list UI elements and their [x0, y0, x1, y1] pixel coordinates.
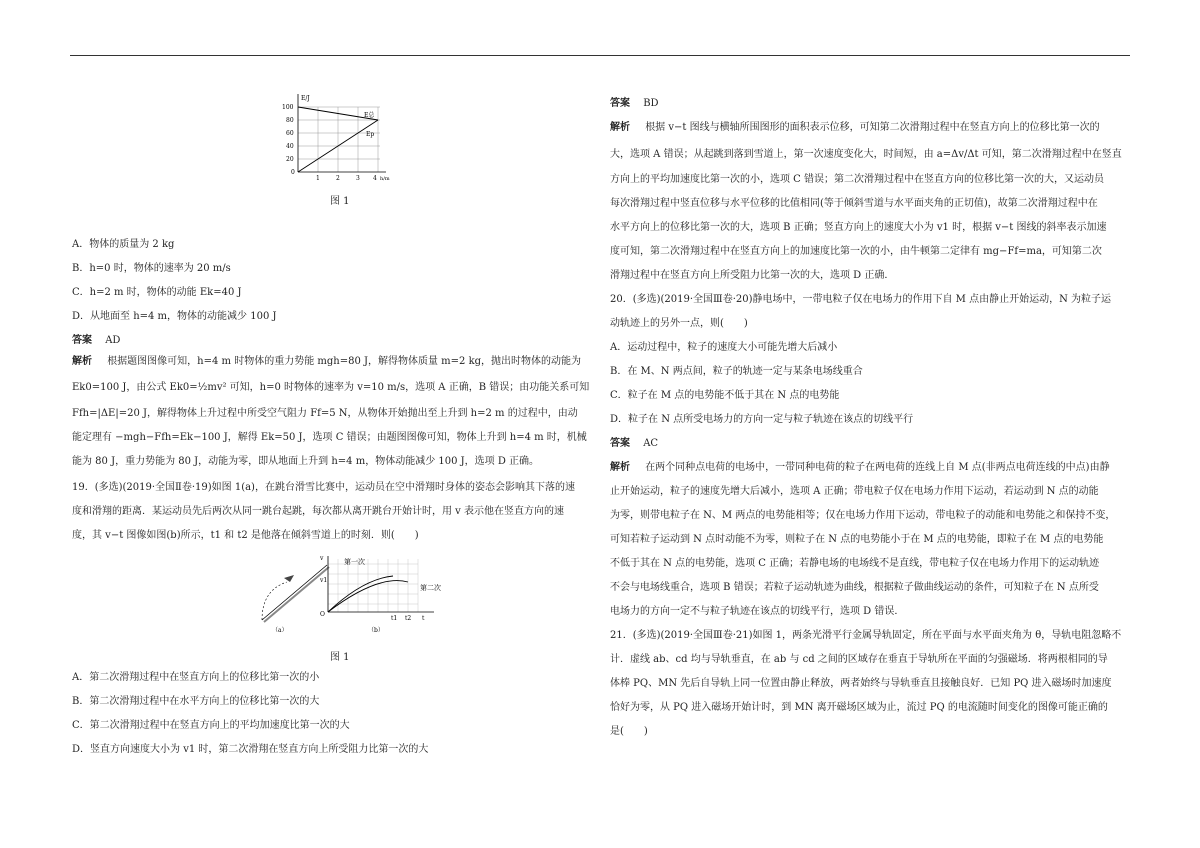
answer-label: 答案 [610, 438, 630, 449]
option-b: B．h=0 时，物体的速率为 20 m/s [72, 263, 231, 274]
vt-graph [308, 554, 468, 634]
analysis-line: 大，选项 A 错误；从起跳到落到雪道上，第一次速度变化大，时间短，由 a=Δv/Δt 可知，第二次滑翔过程中在竖直 [610, 149, 1122, 160]
analysis-line: 为零，则带电粒子在 N、M 两点的电势能相等；仅在电场力作用下运动，带电粒子的动能和电势能之和保持不变， [610, 510, 1116, 521]
analysis-label: 解析 [610, 462, 630, 473]
energy-height-graph [280, 92, 390, 184]
svg-text:（b）: （b） [368, 627, 384, 634]
option-a: A．物体的质量为 2 kg [72, 239, 175, 250]
question-stem: 是( ) [610, 726, 648, 737]
analysis-line: 方向上的平均加速度比第一次的小，选项 C 错误；第二次滑翔过程中在竖直方向的位移比第一次的大，又运动员 [610, 174, 1105, 185]
option-b: B．第二次滑翔过程中在水平方向上的位移比第一次的大 [72, 696, 320, 707]
svg-text:0: 0 [291, 169, 295, 176]
analysis-line: 止开始运动，粒子的速度先增大后减小，选项 A 正确；带电粒子仅在电场力作用下运动，若运动到 N 点的动能 [610, 486, 1099, 497]
option-c: C．h=2 m 时，物体的动能 Ek=40 J [72, 287, 242, 298]
question-stem: 度和滑翔的距离．某运动员先后两次从同一跳台起跳，每次都从离开跳台开始计时，用 v 表示他在竖直方向的速 [72, 506, 565, 517]
option-c: C．第二次滑翔过程中在竖直方向上的平均加速度比第一次的大 [72, 720, 350, 731]
svg-text:2: 2 [336, 175, 340, 182]
svg-text:80: 80 [286, 117, 294, 124]
analysis-line: 可知若粒子运动到 N 点时动能不为零，则粒子在 N 点的电势能小于在 M 点的电势能，即粒子在 M 点的电势能 [610, 534, 1104, 545]
question-stem: 21．(多选)(2019·全国Ⅲ卷·21)如图 1，两条光滑平行金属导轨固定，所在平面与水平面夹角为 θ，导轨电阻忽略不 [610, 630, 1122, 641]
answer-line [72, 334, 120, 348]
analysis-label: 解析 [72, 356, 92, 367]
svg-text:E/J: E/J [301, 95, 310, 102]
question-stem: 体棒 PQ、MN 先后自导轨上同一位置由静止释放，两者始终与导轨垂直且接触良好．已知 PQ 进入磁场时加速度 [610, 678, 1112, 689]
analysis-line: 水平方向上的位移比第一次的大，选项 B 正确；竖直方向上的速度大小为 v1 时，根据 v−t 图线的斜率表示加速 [610, 222, 1107, 233]
option-d: D．竖直方向速度大小为 v1 时，第二次滑翔在竖直方向上所受阻力比第一次的大 [72, 744, 429, 755]
svg-text:O: O [320, 611, 325, 618]
analysis-label: 解析 [610, 122, 630, 133]
svg-text:100: 100 [282, 104, 294, 111]
svg-text:第一次: 第一次 [344, 558, 365, 566]
answer-value: BD [643, 98, 659, 109]
answer-line [610, 97, 659, 111]
question-stem: 计．虚线 ab、cd 均与导轨垂直，在 ab 与 cd 之间的区域存在垂直于导轨所在平面的匀强磁场．将两根相同的导 [610, 654, 1108, 665]
svg-text:1: 1 [316, 175, 320, 182]
analysis-line: 不低于其在 N 点的电势能，选项 C 正确；若静电场的电场线不是直线，带电粒子仅在电场力作用下的运动轨迹 [610, 558, 1100, 569]
analysis-line: Ek0=100 J，由公式 Ek0=½mv² 可知，h=0 时物体的速率为 v=10 m/s，选项 A 正确，B 错误；由功能关系可知 [72, 382, 590, 393]
svg-text:v: v [320, 555, 324, 562]
svg-text:E总: E总 [364, 112, 375, 119]
svg-text:60: 60 [286, 130, 294, 137]
analysis-line: 每次滑翔过程中竖直位移与水平位移的比值相同(等于倾斜雪道与水平面夹角的正切值)，故第二次滑翔过程中在 [610, 198, 1098, 209]
svg-text:20: 20 [286, 156, 294, 163]
option-d: D．从地面至 h=4 m，物体的动能减少 100 J [72, 311, 277, 322]
option-a: A．第二次滑翔过程中在竖直方向上的位移比第一次的小 [72, 672, 320, 683]
option-c: C．粒子在 M 点的电势能不低于其在 N 点的电势能 [610, 390, 840, 401]
svg-text:t: t [422, 615, 425, 622]
answer-value: AC [643, 438, 659, 449]
svg-text:h/m: h/m [380, 176, 390, 182]
svg-text:（a）: （a） [272, 627, 288, 632]
option-a: A．运动过程中，粒子的速度大小可能先增大后减小 [610, 342, 838, 353]
answer-value: AD [105, 335, 121, 346]
header-rule [70, 55, 1130, 56]
analysis-line: 能为 80 J，重力势能为 80 J，动能为零，即从地面上升到 h=4 m，物体动能减少 100 J，选项 D 正确。 [72, 456, 540, 467]
svg-text:第二次: 第二次 [420, 584, 441, 592]
svg-text:40: 40 [286, 143, 294, 150]
analysis-line: 电场力的方向一定不与粒子轨迹在该点的切线平行，选项 D 错误． [610, 606, 905, 617]
question-stem: 恰好为零，从 PQ 进入磁场开始计时，到 MN 离开磁场区域为止，流过 PQ 的电流随时间变化的图像可能正确的 [610, 702, 1108, 713]
answer-label: 答案 [72, 335, 92, 346]
question-stem: 19．(多选)(2019·全国Ⅱ卷·19)如图 1(a)，在跳台滑雪比赛中，运动员在空中滑翔时身体的姿态会影响其下落的速 [72, 482, 575, 493]
analysis-line: 解析 根据题图图像可知，h=4 m 时物体的重力势能 mgh=80 J，解得物体质量 m=2 kg，抛出时物体的动能为 [72, 356, 582, 367]
answer-label: 答案 [610, 98, 630, 109]
fig-caption: 图 1 [330, 196, 350, 207]
analysis-line: 解析 根据 v−t 图线与横轴所围图形的面积表示位移，可知第二次滑翔过程中在竖直方向上的位移比第一次的 [610, 122, 1100, 133]
option-b: B．在 M、N 两点间，粒子的轨迹一定与某条电场线重合 [610, 366, 863, 377]
option-d: D．粒子在 N 点所受电场力的方向一定与粒子轨迹在该点的切线平行 [610, 414, 914, 425]
analysis-line: 滑翔过程中在竖直方向上所受阻力比第一次的大，选项 D 正确． [610, 270, 895, 281]
svg-text:3: 3 [356, 175, 360, 182]
question-stem: 动轨迹上的另外一点，则( ) [610, 318, 748, 329]
fig-caption: 图 1 [330, 652, 350, 663]
question-stem: 20．(多选)(2019·全国Ⅲ卷·20)静电场中，一带电粒子仅在电场力的作用下自 M 点由静止开始运动，N 为粒子运 [610, 294, 1112, 305]
analysis-line: 不会与电场线重合，选项 B 错误；若粒子运动轨迹为曲线，根据粒子做曲线运动的条件，可知粒子在 N 点所受 [610, 582, 1099, 593]
svg-text:v1: v1 [320, 577, 328, 584]
svg-text:t1: t1 [391, 615, 398, 622]
svg-text:Ep: Ep [366, 131, 375, 138]
analysis-line: 解析 在两个同种点电荷的电场中，一带同种电荷的粒子在两电荷的连线上自 M 点(非两点电荷连线的中点)由静 [610, 462, 1110, 473]
question-stem: 度，其 v−t 图像如图(b)所示，t1 和 t2 是他落在倾斜雪道上的时刻．则( ) [72, 530, 419, 541]
svg-text:t2: t2 [405, 615, 412, 622]
analysis-line: 度可知，第二次滑翔过程中在竖直方向上的加速度比第一次的小，由牛顿第二定律有 mg−Ff=ma，可知第二次 [610, 246, 1102, 257]
answer-line [610, 437, 658, 451]
svg-text:4: 4 [373, 175, 377, 182]
analysis-line: 能定理有 −mgh−Ffh=Ek−100 J，解得 Ek=50 J，选项 C 错误；由题图图像可知，物体上升到 h=4 m 时，机械 [72, 432, 587, 443]
analysis-line: Ffh=|ΔE|=20 J，解得物体上升过程中所受空气阻力 Ff=5 N，从物体开始抛出至上升到 h=2 m 的过程中，由动 [72, 408, 578, 419]
